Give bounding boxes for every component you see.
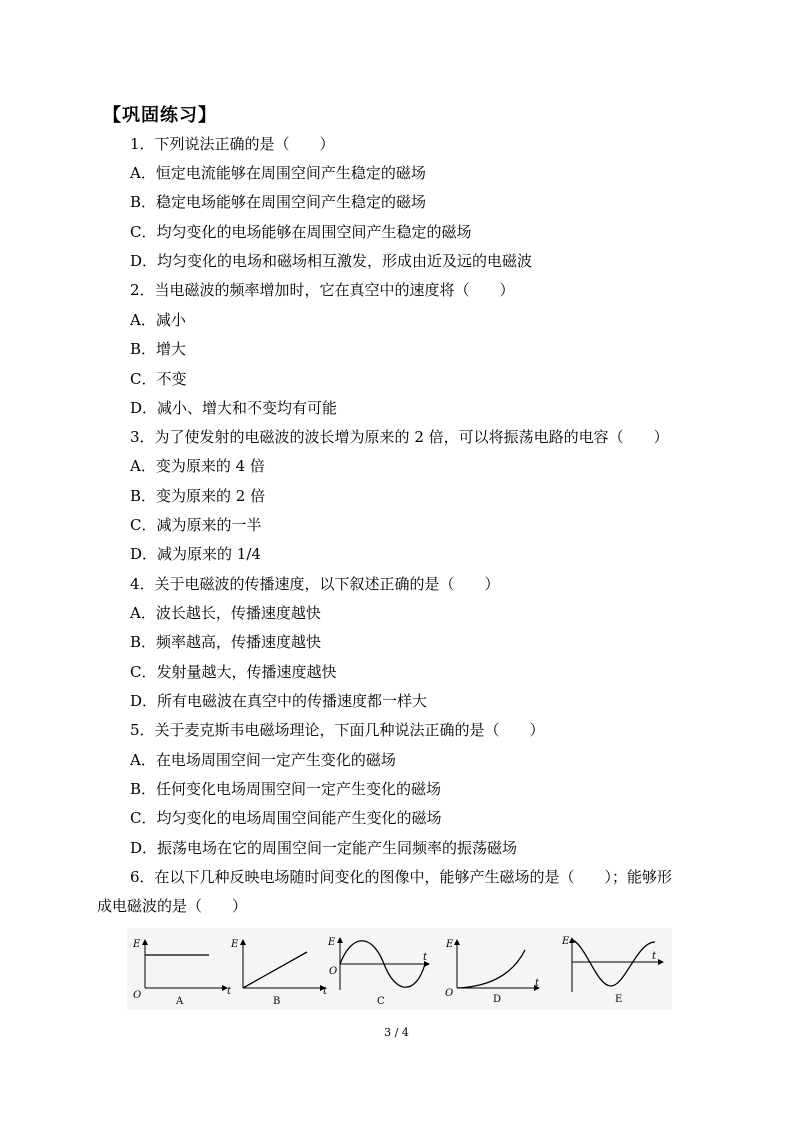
question-3-stem: 3．为了使发射的电磁波的波长增为原来的 2 倍，可以将振荡电路的电容（ ） (130, 428, 669, 446)
question-6-stem-line1: 6．在以下几种反映电场随时间变化的图像中，能够产生磁场的是（ ）；能够形 (130, 868, 673, 886)
graph-a-x-label: t (227, 986, 232, 997)
graph-c-origin: O (329, 966, 338, 977)
graph-a-caption: A (176, 996, 184, 1007)
graph-b-x-label: t (323, 986, 328, 997)
question-2-option-c: C．不变 (130, 370, 187, 388)
graph-c-caption: C (377, 996, 385, 1007)
question-2-stem: 2．当电磁波的频率增加时，它在真空中的速度将（ ） (130, 281, 515, 299)
page-number: 3 / 4 (384, 1026, 409, 1039)
question-1-option-c: C．均匀变化的电场能够在周围空间产生稳定的磁场 (130, 223, 472, 241)
question-5-option-b: B．任何变化电场周围空间一定产生变化的磁场 (130, 780, 442, 798)
question-3-option-a: A．变为原来的 4 倍 (130, 457, 265, 475)
section-title: 【巩固练习】 (103, 105, 217, 126)
graph-e-caption: E (615, 994, 623, 1005)
graph-b-y-label: E (231, 939, 239, 950)
graph-c-y-label: E (328, 937, 336, 948)
graph-b-caption: B (273, 996, 281, 1007)
graph-d-x-label: t (535, 978, 540, 989)
question-4-option-a: A．波长越长，传播速度越快 (130, 604, 321, 622)
question-4-option-c: C．发射量越大，传播速度越快 (130, 663, 337, 681)
question-3-option-c: C．减为原来的一半 (130, 516, 262, 534)
question-4-option-b: B．频率越高，传播速度越快 (130, 633, 322, 651)
graph-a-y-label: E (133, 939, 141, 950)
question-1-stem: 1．下列说法正确的是（ ） (130, 135, 335, 153)
question-2-option-b: B．增大 (130, 340, 187, 358)
question-4-option-d: D．所有电磁波在真空中的传播速度都一样大 (130, 692, 428, 710)
graph-d-origin: O (445, 988, 454, 999)
graph-d-y-label: E (446, 939, 454, 950)
question-5-option-c: C．均匀变化的电场周围空间能产生变化的磁场 (130, 809, 442, 827)
question-1-option-d: D．均匀变化的电场和磁场相互激发，形成由近及远的电磁波 (130, 252, 533, 270)
question-2-option-a: A．减小 (130, 311, 186, 329)
graph-a-origin: O (133, 990, 142, 1001)
question-3-option-b: B．变为原来的 2 倍 (130, 487, 266, 505)
question-3-option-d: D．减为原来的 1/4 (130, 545, 261, 563)
question-4-stem: 4．关于电磁波的传播速度，以下叙述正确的是（ ） (130, 575, 500, 593)
question-5-option-d: D．振荡电场在它的周围空间一定能产生同频率的振荡磁场 (130, 839, 518, 857)
question-5-stem: 5．关于麦克斯韦电磁场理论，下面几种说法正确的是（ ） (130, 721, 545, 739)
graph-d-caption: D (493, 994, 502, 1005)
graph-e-x-label: t (652, 951, 657, 962)
question-5-option-a: A．在电场周围空间一定产生变化的磁场 (130, 751, 396, 769)
field-time-graphs (127, 928, 672, 1010)
question-6-stem-line2: 成电磁波的是（ ） (97, 897, 248, 915)
graph-c-x-label: t (423, 952, 428, 963)
question-2-option-d: D．减小、增大和不变均有可能 (130, 399, 338, 417)
graph-e-y-label: E (562, 936, 570, 947)
question-1-option-b: B．稳定电场能够在周围空间产生稳定的磁场 (130, 193, 427, 211)
question-1-option-a: A．恒定电流能够在周围空间产生稳定的磁场 (130, 164, 426, 182)
